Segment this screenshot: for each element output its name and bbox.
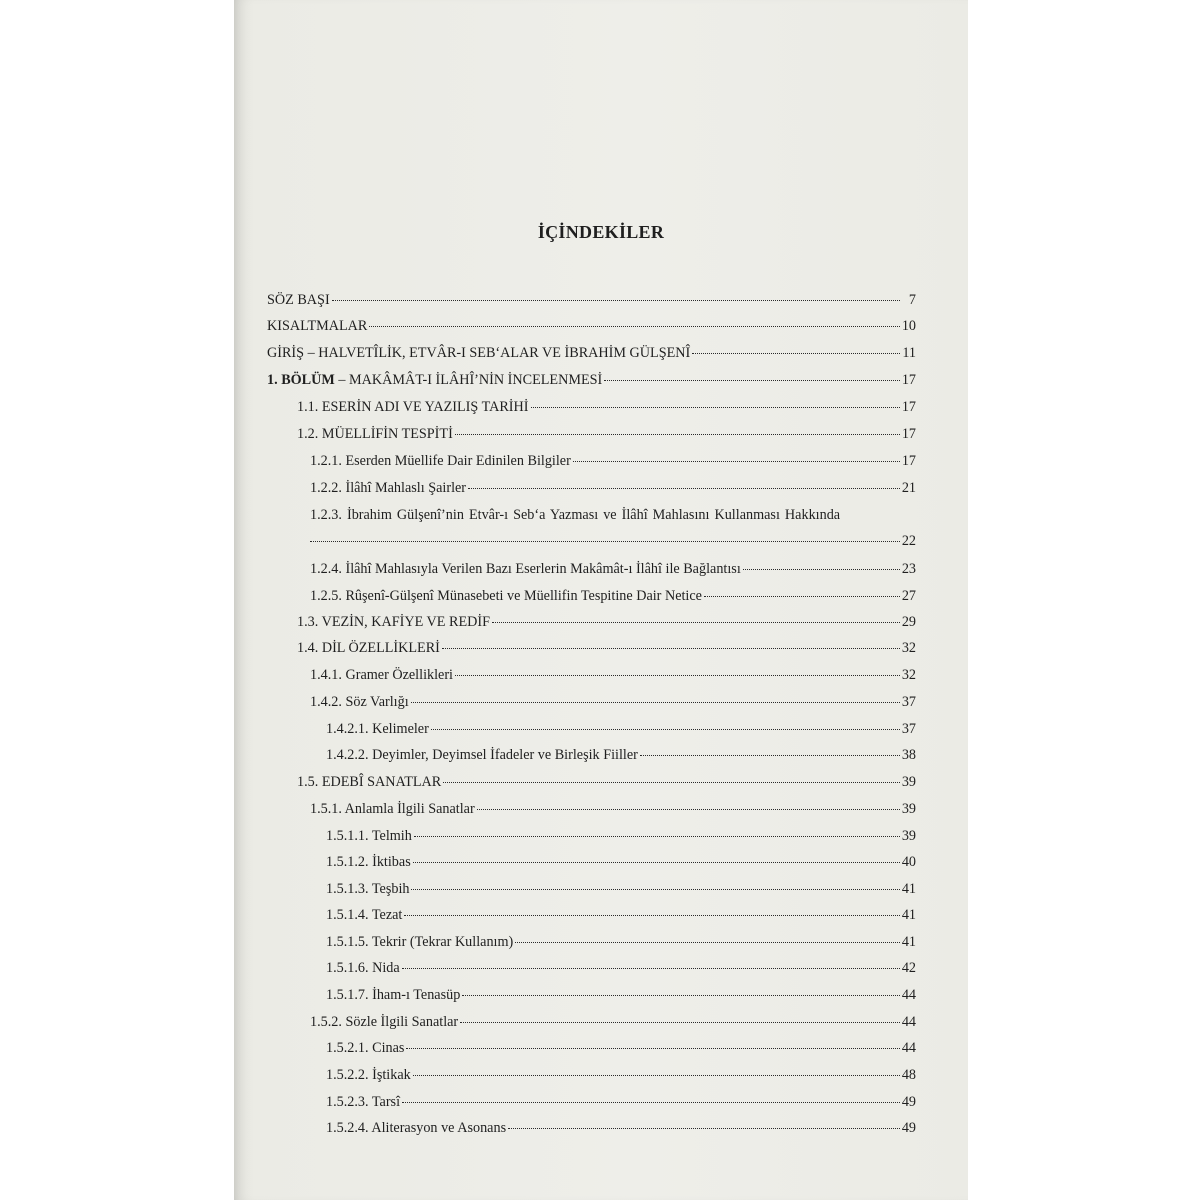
toc-label: 1.5.1.6. Nida [326,960,400,976]
toc-label: KISALTMALAR [267,318,368,334]
toc-entry [326,987,916,1007]
toc-label: SÖZ BAŞI [267,292,330,308]
toc-label: 1.5.2.2. İştikak [326,1067,411,1083]
toc-label: 1.4.2.2. Deyimler, Deyimsel İfadeler ve Birleşik Fiiller [326,747,638,763]
toc-label: 1.2.1. Eserden Müellife Dair Edinilen Bilgiler [310,453,571,469]
toc-entry [326,828,916,848]
toc-entry [310,533,916,553]
page-title: İÇİNDEKİLER [537,222,665,242]
dot-leader [406,1047,899,1049]
toc-label: 1.2. MÜELLİFİN TESPİTİ [297,426,453,442]
toc-page-number: 49 [901,1094,916,1110]
toc-page-number: 42 [901,960,916,976]
toc-page-number: 10 [901,318,916,334]
toc-label: 1.4.2. Söz Varlığı [310,694,409,710]
toc-page-number: 39 [901,828,916,844]
dot-leader [402,967,900,969]
dot-leader [332,299,900,301]
toc-entry [326,747,916,767]
toc-entry [310,694,916,714]
dot-leader [369,325,899,327]
toc-page-number: 38 [901,747,916,763]
chapter-title: – MAKÂMÂT-I İLÂHÎ’NİN İNCELENMESİ [334,372,603,388]
toc-entry [310,480,916,500]
toc-page-number: 44 [901,987,916,1003]
toc-label: 1.3. VEZİN, KAFİYE VE REDİF [297,614,490,630]
dot-leader [455,674,900,676]
toc-entry [326,881,916,901]
toc-entry [310,561,916,581]
dot-leader [413,861,900,863]
dot-leader [411,888,899,890]
toc-page-number: 17 [901,453,916,469]
dot-leader [468,487,900,489]
toc-entry [297,399,916,419]
dot-leader [460,1021,900,1023]
dot-leader [310,540,900,542]
dot-leader [462,994,900,996]
dot-leader [455,433,900,435]
toc-label: 1.5.2.3. Tarsî [326,1094,401,1110]
toc-page-number: 39 [901,801,916,817]
toc-label: 1.2.2. İlâhî Mahlaslı Şairler [310,480,467,496]
dot-leader [414,835,900,837]
toc-page-number: 49 [901,1120,916,1136]
dot-leader [492,621,900,623]
chapter-number: 1. BÖLÜM [267,372,335,388]
toc-page-number: 39 [901,774,916,790]
toc-label: 1.2.4. İlâhî Mahlasıyla Verilen Bazı Eserlerin Makâmât-ı İlâhî ile Bağlantısı [310,561,741,577]
toc-entry [267,372,916,392]
toc-entry [326,1094,916,1114]
toc-label: 1.2.5. Rûşenî-Gülşenî Münasebeti ve Müellifin Tespitine Dair Netice [310,588,702,604]
toc-label: 1.5.1.1. Telmih [326,828,412,844]
toc-entry [310,588,916,608]
toc-entry [267,292,916,312]
dot-leader [404,914,899,916]
toc-entry [297,426,916,446]
dot-leader [692,352,900,354]
toc-label: 1.4.1. Gramer Özellikleri [310,667,454,683]
toc-label [267,372,602,389]
toc-page-number: 17 [901,426,916,442]
toc-label: 1.5. EDEBÎ SANATLAR [297,774,442,790]
toc-entry [326,934,916,954]
toc-label: 1.1. ESERİN ADI VE YAZILIŞ TARİHİ [297,399,529,415]
book-page [234,0,968,1200]
toc-page-number: 41 [901,934,916,950]
dot-leader [531,406,900,408]
toc-label: 1.4. DİL ÖZELLİKLERİ [297,640,440,656]
toc-entry [297,774,916,794]
toc-entry [267,345,916,365]
toc-entry [310,801,916,821]
toc-label: 1.5.1.2. İktibas [326,854,411,870]
toc-label: 1.5.1.5. Tekrir (Tekrar Kullanım) [326,934,514,950]
dot-leader [604,379,900,381]
toc-label: 1.5.1.3. Teşbih [326,881,410,897]
toc-page-number: 40 [901,854,916,870]
toc-label: 1.5.2. Sözle İlgili Sanatlar [310,1014,459,1030]
toc-label: 1.5.1.4. Tezat [326,907,403,923]
toc-label: 1.5.2.4. Aliterasyon ve Asonans [326,1120,507,1136]
dot-leader [442,647,900,649]
toc-entry [297,614,916,634]
toc-entry [326,1040,916,1060]
toc-entry [310,1014,916,1034]
dot-leader [640,754,900,756]
toc-label: 1.4.2.1. Kelimeler [326,721,429,737]
toc-entry [326,1120,916,1140]
toc-page-number: 17 [901,372,916,388]
toc-entry [326,907,916,927]
toc-entry [310,667,916,687]
dot-leader [431,728,900,730]
dot-leader [573,460,900,462]
dot-leader [402,1101,900,1103]
toc-entry [326,854,916,874]
toc-page-number: 11 [902,345,916,361]
toc-label: 1.5.1. Anlamla İlgili Sanatlar [310,801,475,817]
toc-page-number: 17 [901,399,916,415]
toc-page-number: 22 [901,533,916,549]
toc-label: 1.5.1.7. İham-ı Tenasüp [326,987,461,1003]
toc-page-number: 32 [901,640,916,656]
toc-entry [326,960,916,980]
toc-page-number: 32 [901,667,916,683]
dot-leader [413,1074,900,1076]
toc-page-number: 41 [901,907,916,923]
toc-page-number: 37 [901,694,916,710]
dot-leader [743,568,900,570]
dot-leader [443,781,900,783]
toc-label-wrapped: 1.2.3. İbrahim Gülşenî’nin Etvâr-ı Seb‘a Yazması ve İlâhî Mahlasını Kullanması Hakkında [310,507,841,523]
toc-page-number: 7 [908,292,916,308]
dot-leader [508,1127,900,1129]
toc-page-number: 37 [901,721,916,737]
toc-page-number: 48 [901,1067,916,1083]
toc-page-number: 27 [901,588,916,604]
toc-entry [297,640,916,660]
toc-page-number: 23 [901,561,916,577]
toc-page-number: 44 [901,1014,916,1030]
toc-entry [310,453,916,473]
toc-page-number: 44 [901,1040,916,1056]
toc-label: 1.5.2.1. Cinas [326,1040,405,1056]
toc-page-number: 41 [901,881,916,897]
dot-leader [477,808,900,810]
dot-leader [704,595,900,597]
toc-entry [267,318,916,338]
toc-page-number: 29 [901,614,916,630]
toc-page-number: 21 [901,480,916,496]
toc-label: GİRİŞ – HALVETÎLİK, ETVÂR-I SEB‘ALAR VE İBRAHİM GÜLŞENÎ [267,345,691,361]
dot-leader [411,701,900,703]
toc-entry [326,721,916,741]
toc-entry [326,1067,916,1087]
dot-leader [515,941,900,943]
